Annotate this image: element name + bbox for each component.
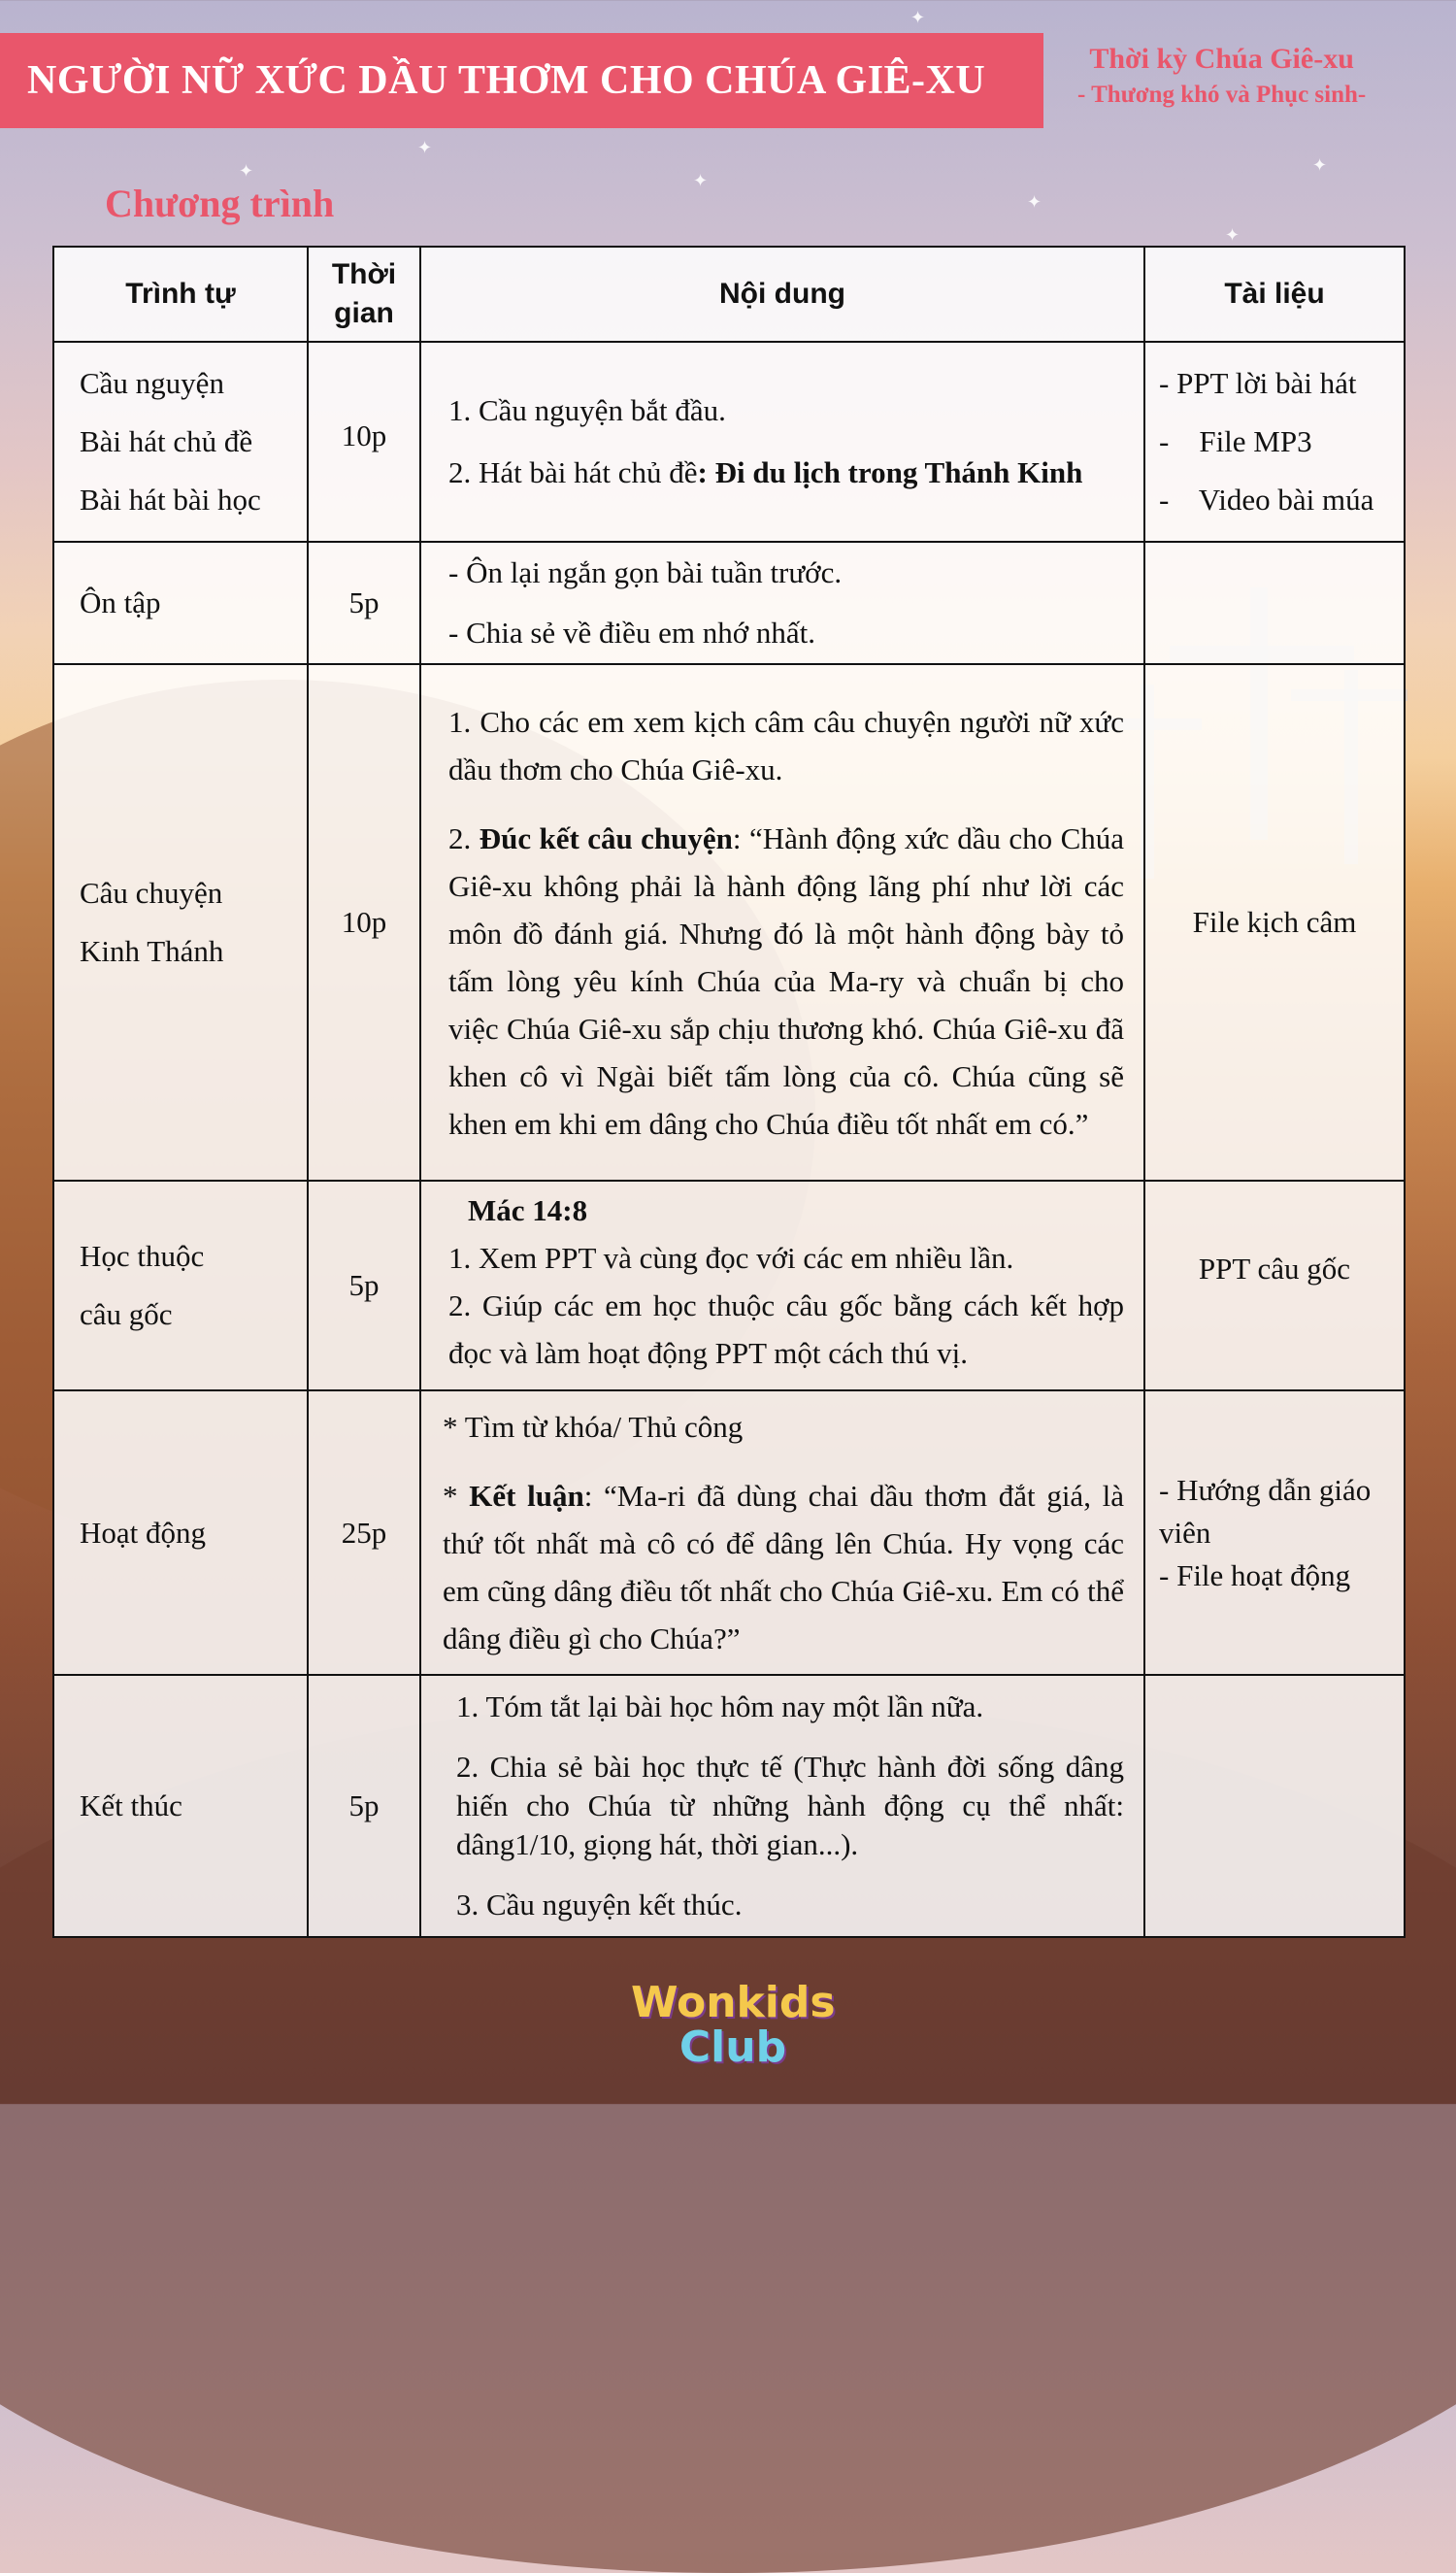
table-row [53, 664, 1405, 1181]
content-line: * Tìm từ khóa/ Thủ công [443, 1410, 744, 1444]
content-paragraph [448, 815, 1124, 1148]
table-row [53, 1181, 1405, 1390]
doc-item: File kịch câm [1192, 905, 1357, 939]
content-cell [420, 1181, 1144, 1390]
content-line: 2. Giúp các em học thuộc câu gốc bằng cách kết hợp đọc và làm hoạt động PPT một cách thú vị. [448, 1288, 1124, 1370]
time-value: 5p [348, 1788, 380, 1822]
content-text: 2. [448, 820, 480, 855]
content-paragraph [443, 1472, 1124, 1662]
doc-item: PPT câu gốc [1198, 1252, 1351, 1286]
content-line: 1. Tóm tắt lại bài học hôm nay một lần nữa. [456, 1689, 984, 1723]
period-label [1077, 43, 1366, 109]
time-value: 10p [341, 905, 387, 939]
content-paragraph: 2. Chia sẻ bài học thực tế (Thực hành đời sống dâng hiến cho Chúa từ những hành động cụ thể nhất: dâng1/10, giọng hát, thời gian...). [456, 1750, 1124, 1861]
step-cell [53, 342, 308, 542]
content-line: - Chia sẻ về điều em nhớ nhất. [448, 616, 815, 650]
doc-item: - Hướng dẫn giáo viên [1159, 1472, 1372, 1550]
table-row [53, 1675, 1405, 1937]
bold-heading: Đúc kết câu chuyện [479, 820, 733, 855]
time-value: 10p [341, 418, 387, 452]
table-row [53, 542, 1405, 664]
docs-cell [1144, 1390, 1405, 1675]
content-text: 2. Hát bài hát chủ đề [448, 455, 698, 489]
step-line: Câu chuyện [80, 876, 223, 910]
content-text: : “Hành động xức dầu cho Chúa Giê-xu không phải là hành động lãng phí như lời các môn đồ đánh giá. Nhưng đó là một hành động bày tỏ tấm lòng yêu kính Chúa của Ma-ry và chuẩn bị cho việc Chúa Giê-xu sắp chịu thương khó. Chúa Giê-xu đã khen cô vì Ngài biết tấm lòng của cô. Chúa cũng sẽ khen em khi em dâng cho Chúa điều tốt nhất em có.” [448, 820, 1125, 1141]
docs-cell [1144, 1675, 1405, 1937]
docs-cell [1144, 1181, 1405, 1390]
content-cell [420, 542, 1144, 664]
period-line-1: Thời kỳ Chúa Giê-xu [1089, 43, 1354, 75]
doc-item: - File MP3 [1159, 424, 1312, 458]
step-line: Bài hát chủ đề [80, 424, 253, 458]
content-line: - Ôn lại ngắn gọn bài tuần trước. [448, 555, 843, 589]
wonkids-club-logo [631, 1978, 836, 2072]
step-cell [53, 1181, 308, 1390]
time-cell [308, 542, 420, 664]
time-cell [308, 1675, 420, 1937]
content-text: : “Ma-ri đã dùng chai dầu thơm đắt giá, là thứ tốt nhất mà cô có để dâng lên Chúa. Hy vọng các em cũng dâng điều tốt nhất cho Chúa Giê-xu. Em có thể dâng điều gì cho Chúa?” [443, 1479, 1125, 1655]
content-cell [420, 664, 1144, 1181]
content-line: 1. Xem PPT và cùng đọc với các em nhiều lần. [448, 1241, 1014, 1275]
content-cell [420, 342, 1144, 542]
table-row [53, 1390, 1405, 1675]
step-line: Học thuộc [80, 1239, 205, 1273]
content-paragraph: 1. Cho các em xem kịch câm câu chuyện người nữ xức dầu thơm cho Chúa Giê-xu. [448, 704, 1124, 786]
step-line: Cầu nguyện [80, 366, 224, 400]
step-line: Hoạt động [80, 1515, 207, 1550]
time-value: 5p [348, 585, 380, 619]
header-time-line-2: gian [334, 297, 394, 329]
header-time-line-1: Thời [331, 258, 397, 290]
step-cell [53, 664, 308, 1181]
header-docs: Tài liệu [1144, 247, 1405, 342]
time-value: 5p [348, 1268, 380, 1302]
content-line: 1. Cầu nguyện bắt đầu. [448, 393, 726, 427]
docs-cell [1144, 542, 1405, 664]
bible-verse: Mác 14:8 [468, 1193, 588, 1227]
page-title: NGƯỜI NỮ XỨC DẦU THƠM CHO CHÚA GIÊ-XU [27, 58, 986, 103]
program-table [52, 246, 1406, 1938]
table-row [53, 342, 1405, 542]
doc-item: - Video bài múa [1159, 483, 1374, 517]
header-time [308, 247, 420, 342]
table-header-row [53, 247, 1405, 342]
step-line: Kinh Thánh [80, 934, 224, 968]
time-cell [308, 342, 420, 542]
doc-item: - File hoạt động [1159, 1557, 1351, 1592]
step-cell [53, 1675, 308, 1937]
section-title: Chương trình [105, 182, 335, 225]
logo-line-1: Wonkids [631, 1978, 836, 2027]
title-banner [0, 33, 1043, 128]
time-value: 25p [341, 1515, 387, 1550]
logo-line-2: Club [678, 2022, 787, 2072]
theme-song-name: : Đi du lịch trong Thánh Kinh [697, 455, 1083, 489]
period-line-2: - Thương khó và Phục sinh- [1077, 82, 1367, 108]
step-line: câu gốc [80, 1297, 173, 1331]
time-cell [308, 1181, 420, 1390]
docs-cell [1144, 342, 1405, 542]
step-line: Kết thúc [80, 1788, 182, 1822]
content-line [448, 442, 1124, 504]
content-cell [420, 1675, 1144, 1937]
bold-heading: Kết luận [469, 1479, 584, 1513]
docs-cell [1144, 664, 1405, 1181]
time-cell [308, 1390, 420, 1675]
content-line: 3. Cầu nguyện kết thúc. [456, 1888, 743, 1921]
time-cell [308, 664, 420, 1181]
doc-item: - PPT lời bài hát [1159, 366, 1357, 400]
header-step: Trình tự [53, 247, 308, 342]
content-cell [420, 1390, 1144, 1675]
step-cell [53, 1390, 308, 1675]
content-text: * [443, 1479, 470, 1513]
step-cell [53, 542, 308, 664]
step-line: Bài hát bài học [80, 483, 261, 517]
step-line: Ôn tập [80, 585, 161, 619]
header-content: Nội dung [420, 247, 1144, 342]
